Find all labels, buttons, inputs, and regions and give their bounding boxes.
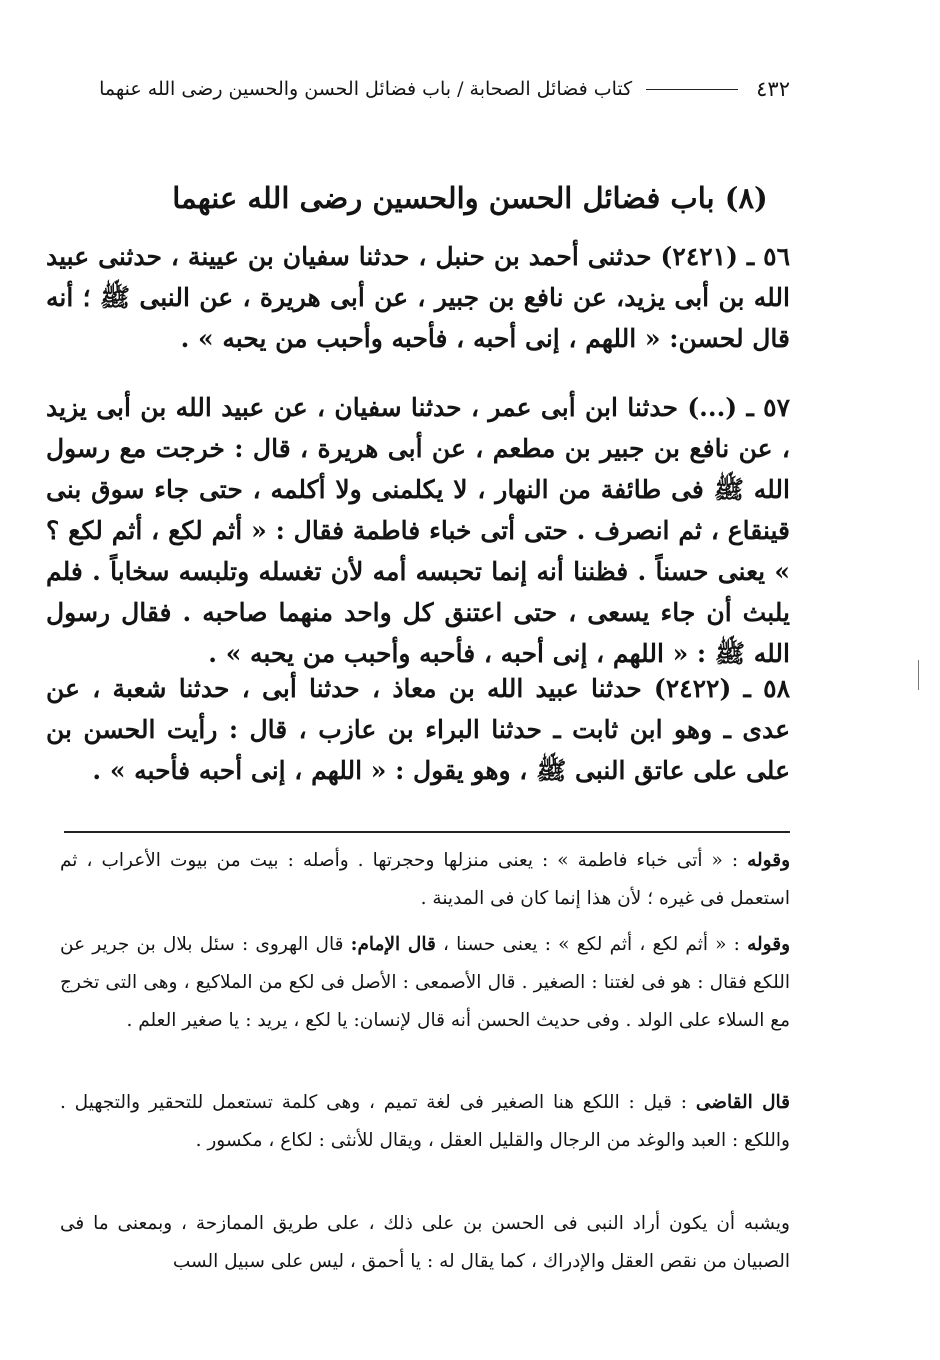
hadith-57: ٥٧ ـ (...) حدثنا ابن أبى عمر ، حدثنا سفيان ، عن عبيد الله بن أبى يزيد ، عن نافع بن جبير بن مطعم ، عن أبى هريرة ، قال : خرجت مع رسول الله ﷺ فى طائفة من النهار ، لا يكلمنى ولا أكلمه ، حتى جاء سوق بنى قينقاع ، ثم انصرف . حتى أتى خباء فاطمة فقال : « أثم لكع ، أثم لكع ؟ » يعنى حسناً . فظننا أنه إنما تحبسه أمه لأن تغسله وتلبسه سخاباً . فلم يلبث أن جاء يسعى ، حتى اعتنق كل واحد منهما صاحبه . فقال رسول الله ﷺ : « اللهم ، إنى أحبه ، فأحبه وأحبب من يحبه » . xyxy=(46,393,790,668)
footnote-divider xyxy=(64,831,790,833)
header-dash-rule xyxy=(646,89,738,90)
page-number: ٤٣٢ xyxy=(756,77,790,101)
chapter-title: (٨) باب فضائل الحسن والحسين رضى الله عنهما xyxy=(172,181,768,215)
commentary-note-3 xyxy=(60,1084,790,1160)
note-text: : قيل : اللكع هنا الصغير فى لغة تميم ، وهى كلمة تستعمل للتحقير والتجهيل . واللكع : العبد والوغد من الرجال والقليل العقل ، ويقال للأنثى : لكاع ، مكسور . xyxy=(60,1092,790,1151)
note-text: : « أثم لكع ، أثم لكع » : يعنى حسنا ، xyxy=(435,934,748,955)
commentary-note-1 xyxy=(60,842,790,918)
note-lead-imam: قال الإمام: xyxy=(350,934,436,955)
hadith-58: ٥٨ ـ (٢٤٢٢) حدثنا عبيد الله بن معاذ ، حدثنا أبى ، حدثنا شعبة ، عن عدى ـ وهو ابن ثابت ـ حدثنا البراء بن عازب ، قال : رأيت الحسن بن على على عاتق النبى ﷺ ، وهو يقول : « اللهم ، إنى أحبه فأحبه » . xyxy=(46,674,790,785)
note-text-imam: قال الهروى : سئل بلال بن جرير عن اللكع فقال : هو فى لغتنا : الصغير . قال الأصمعى : الأصل فى لكع من الملاكيع ، وهى التى تخرج مع السلاء على الولد . وفى حديث الحسن أنه قال لإنسان: يا لكع ، يريد : يا صغير العلم . xyxy=(60,934,790,1031)
note-lead: قال القاضى xyxy=(695,1092,791,1113)
running-header xyxy=(22,72,790,106)
commentary-note-4 xyxy=(60,1205,790,1281)
note-lead: وقوله xyxy=(747,934,790,955)
hadith-56: ٥٦ ـ (٢٤٢١) حدثنى أحمد بن حنبل ، حدثنا سفيان بن عيينة ، حدثنى عبيد الله بن أبى يزيد، عن نافع بن جبير ، عن أبى هريرة ، عن النبى ﷺ ؛ أنه قال لحسن: « اللهم ، إنى أحبه ، فأحبه وأحبب من يحبه » . xyxy=(46,242,790,353)
note-lead: وقوله xyxy=(747,850,790,871)
commentary-note-2 xyxy=(60,926,790,1040)
running-title: كتاب فضائل الصحابة / باب فضائل الحسن والحسين رضى الله عنهما xyxy=(99,78,633,100)
margin-mark xyxy=(918,660,919,690)
note-text: ويشبه أن يكون أراد النبى فى الحسن بن على ذلك ، على طريق الممازحة ، وبمعنى ما فى الصبيان من نقص العقل والإدراك ، كما يقال له : يا أحمق ، ليس على سبيل السب xyxy=(60,1213,790,1272)
note-text: : « أتى خباء فاطمة » : يعنى منزلها وحجرتها . وأصله : بيت من بيوت الأعراب ، ثم استعمل فى غيره ؛ لأن هذا إنما كان فى المدينة . xyxy=(60,850,790,909)
